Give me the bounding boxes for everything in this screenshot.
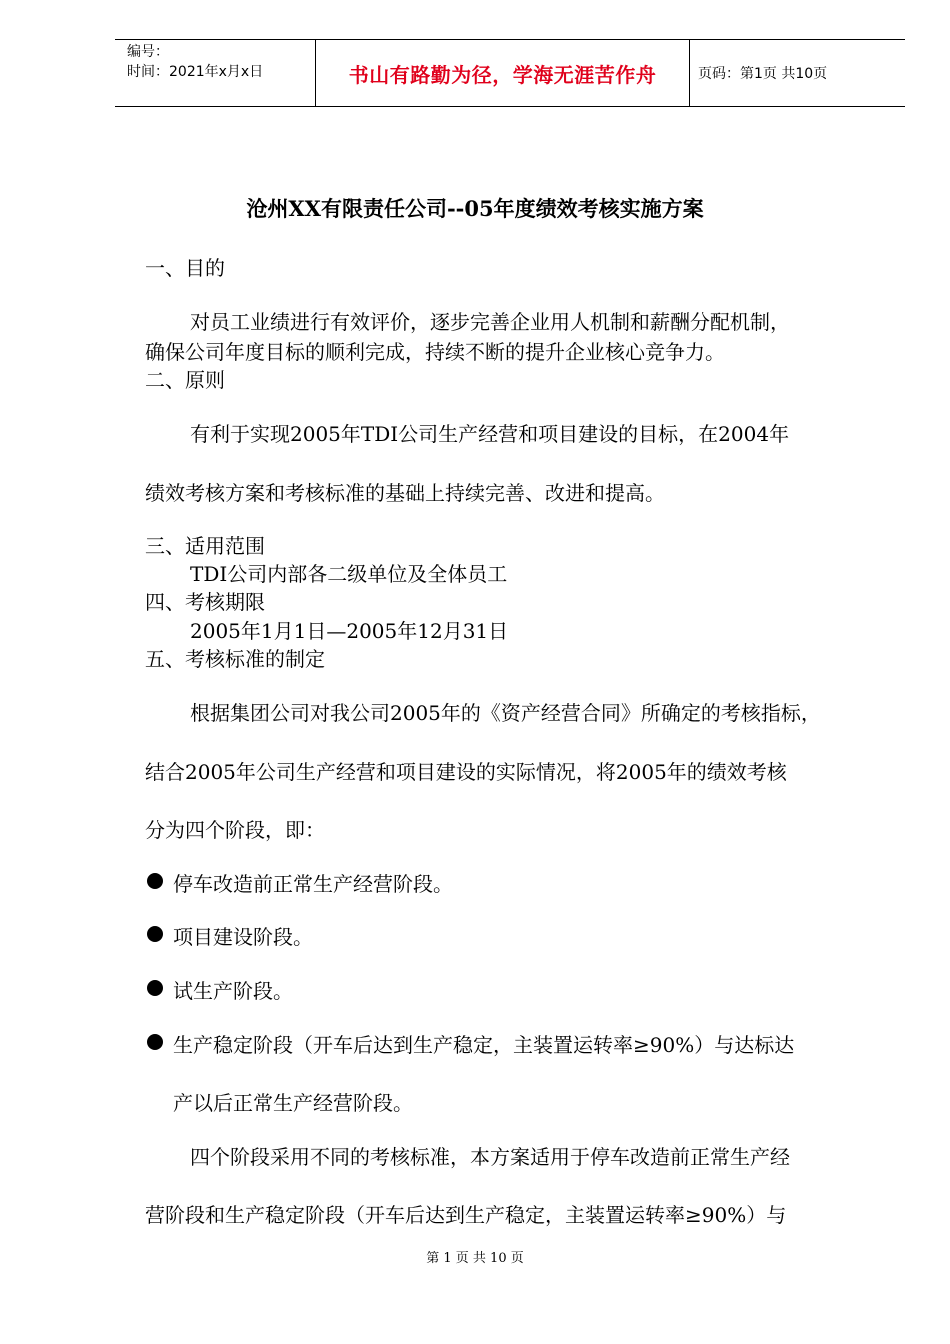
section-heading-period: 四、考核期限 bbox=[145, 590, 265, 614]
list-item: 生产稳定阶段（开车后达到生产稳定，主装置运转率≥90%）与达标达 bbox=[173, 1033, 795, 1057]
section-heading-principle: 二、原则 bbox=[145, 368, 225, 392]
paragraph-line: 对员工业绩进行有效评价，逐步完善企业用人机制和薪酬分配机制， bbox=[190, 310, 790, 334]
list-item: 试生产阶段。 bbox=[173, 979, 293, 1003]
bullet-icon bbox=[147, 1034, 163, 1050]
paragraph-line: 营阶段和生产稳定阶段（开车后达到生产稳定，主装置运转率≥90%）与 bbox=[145, 1203, 787, 1227]
section-heading-purpose: 一、目的 bbox=[145, 256, 225, 280]
list-item: 项目建设阶段。 bbox=[173, 925, 313, 949]
bullet-icon bbox=[147, 926, 163, 942]
header-motto: 书山有路勤为径，学海无涯苦作舟 bbox=[316, 40, 690, 106]
list-item: 停车改造前正常生产经营阶段。 bbox=[173, 872, 453, 896]
paragraph-line: 有利于实现2005年TDI公司生产经营和项目建设的目标，在2004年 bbox=[190, 422, 790, 446]
header-page-info: 页码：第1页 共10页 bbox=[698, 66, 828, 82]
bullet-icon bbox=[147, 873, 163, 889]
document-title: 沧州XX有限责任公司--05年度绩效考核实施方案 bbox=[246, 196, 704, 221]
bullet-icon bbox=[147, 980, 163, 996]
paragraph-line: 绩效考核方案和考核标准的基础上持续完善、改进和提高。 bbox=[145, 481, 665, 505]
paragraph-line: 确保公司年度目标的顺利完成，持续不断的提升企业核心竞争力。 bbox=[145, 340, 725, 364]
time-label: 时间：2021年x月x日 bbox=[127, 64, 264, 80]
paragraph-line: 结合2005年公司生产经营和项目建设的实际情况，将2005年的绩效考核 bbox=[145, 760, 787, 784]
paragraph-line: 分为四个阶段，即： bbox=[145, 818, 325, 842]
document-header bbox=[115, 39, 905, 107]
section-heading-scope: 三、适用范围 bbox=[145, 534, 265, 558]
paragraph-line: 四个阶段采用不同的考核标准，本方案适用于停车改造前正常生产经 bbox=[190, 1145, 790, 1169]
paragraph-line: TDI公司内部各二级单位及全体员工 bbox=[190, 562, 508, 586]
paragraph-line: 2005年1月1日—2005年12月31日 bbox=[190, 619, 509, 643]
paragraph-line: 根据集团公司对我公司2005年的《资产经营合同》所确定的考核指标， bbox=[190, 701, 821, 725]
serial-label: 编号： bbox=[127, 44, 169, 60]
header-meta bbox=[115, 40, 316, 106]
list-item-continuation: 产以后正常生产经营阶段。 bbox=[173, 1091, 413, 1115]
section-heading-standards: 五、考核标准的制定 bbox=[145, 647, 325, 671]
page-footer: 第 1 页 共 10 页 bbox=[426, 1251, 524, 1266]
